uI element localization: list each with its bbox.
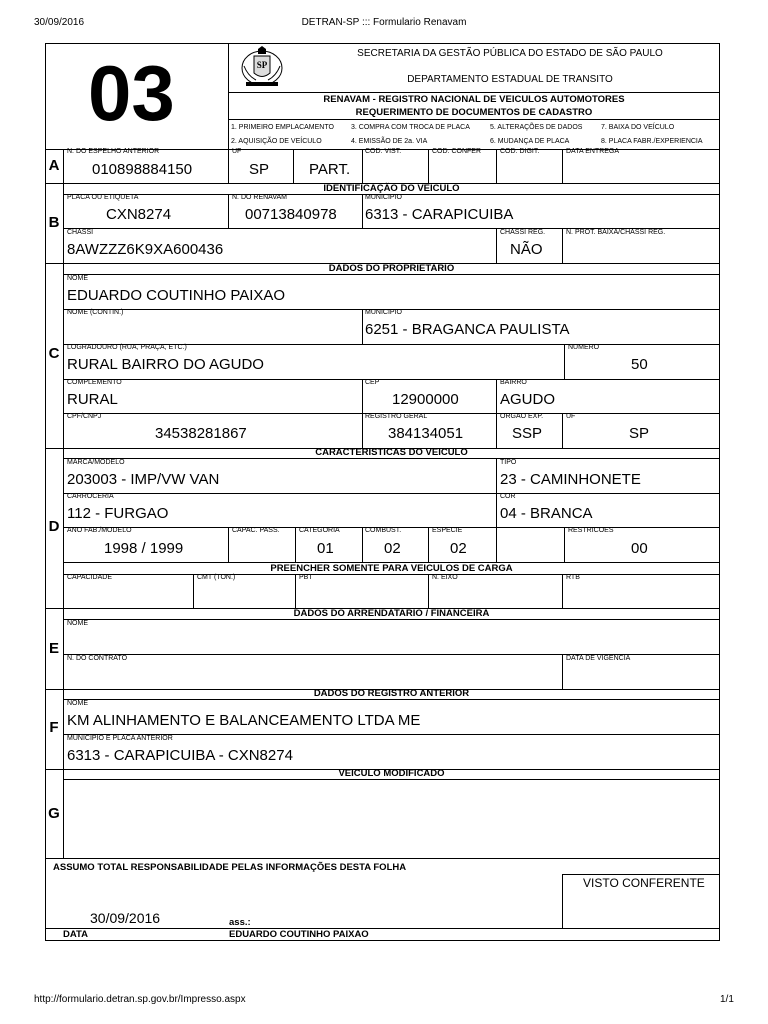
section-g-heading: VEICULO MODIFICADO [338,768,445,779]
cor-value: 04 - BRANCA [500,505,593,522]
cod-confer-label: COD. CONFER [432,148,481,155]
municipio-value-b: 6313 - CARAPICUIBA [365,206,514,223]
cpf-value: 34538281867 [155,425,247,442]
rtb-label: RTB [566,574,580,581]
uf-value-a: SP [249,161,270,178]
ano-label: ANO FAB./MODELO [67,527,132,534]
marca-label: MARCA/MODELO [67,459,125,466]
numero-value: 50 [631,356,648,373]
marca-value: 203003 - IMP/VW VAN [67,471,220,488]
option-5: 5. ALTERAÇÕES DE DADOS [490,124,583,131]
contrato-label: N. DO CONTRATO [67,655,128,662]
nome-label-c: NOME [67,275,88,282]
row-letter-g: G [48,805,60,822]
numero-label: NUMERO [568,344,600,351]
section-f-heading: DADOS DO REGISTRO ANTERIOR [313,688,470,699]
signer-name: EDUARDO COUTINHO PAIXAO [229,929,369,940]
cmt-label: CMT (TON.) [197,574,236,581]
org-secretaria: SECRETARIA DA GESTÃO PÚBLICA DO ESTADO DE SÃO PAULO [357,48,663,59]
uf-label-c: UF [566,413,576,420]
espelho-label: N. DO ESPELHO ANTERIOR [67,148,160,155]
categoria-value: 01 [317,540,334,557]
complemento-value: RURAL [67,391,118,408]
row-letter-b: B [48,214,60,231]
vigencia-label: DATA DE VIGENCIA [566,655,631,662]
option-2: 2. AQUISIÇÃO DE VEÍCULO [231,138,322,145]
logradouro-value: RURAL BAIRRO DO AGUDO [67,356,264,373]
section-e-heading: DADOS DO ARRENDATARIO / FINANCEIRA [293,608,490,619]
declaration-text: ASSUMO TOTAL RESPONSABILIDADE PELAS INFORMAÇÕES DESTA FOLHA [53,862,407,873]
cod-digit-label: COD. DIGIT. [500,148,540,155]
option-7: 7. BAIXA DO VEÍCULO [601,124,675,131]
combust-value: 02 [384,540,401,557]
capac-label: CAPAC. PASS. [232,527,280,534]
cep-label: CEP [365,379,380,386]
row-letter-e: E [48,640,59,657]
row-letter-a: A [48,157,60,174]
visto-conferente: VISTO CONFERENTE [583,876,705,890]
orgao-label: ORGAO EXP. [500,413,544,420]
chassi-label: CHASSI [67,229,94,236]
categoria-label: CATEGORIA [299,527,340,534]
row-letter-d: D [48,518,60,535]
combust-label: COMBUST. [365,527,402,534]
print-page: 1/1 [720,994,734,1005]
option-1: 1. PRIMEIRO EMPLACAMENTO [231,124,334,131]
municipio-label-c: MUNICIPIO [365,309,402,316]
row-letter-f: F [49,719,59,736]
option-6: 6. MUDANÇA DE PLACA [490,138,570,145]
uf-label-a: UF [232,148,242,155]
especie-label: ESPECIE [432,527,463,534]
form-title-renavam: RENAVAM - REGISTRO NACIONAL DE VEICULOS AUTOMOTORES [323,94,625,105]
ano-value: 1998 / 1999 [104,540,184,557]
prot-label: N. PROT. BAIXA/CHASSI REG. [566,229,666,236]
data-entrega-label: DATA ENTREGA [566,148,620,155]
print-title: DETRAN-SP ::: Formulario Renavam [301,17,467,28]
especie-value: 02 [450,540,467,557]
chassi-value: 8AWZZZ6K9XA600436 [67,241,224,258]
logradouro-label: LOGRADOURO (RUA, PRAÇA, ETC.) [67,344,187,351]
tipo-label: TIPO [500,459,517,466]
municipio-value-c: 6251 - BRAGANCA PAULISTA [365,321,570,338]
eixo-label: N. EIXO [432,574,458,581]
rg-label: REGISTRO GERAL [365,413,428,420]
nome-value-c: EDUARDO COUTINHO PAIXAO [67,287,286,304]
row-letter-c: C [48,345,60,362]
form-number: 03 [88,49,175,137]
renavam-value: 00713840978 [245,206,337,223]
restricoes-label: RESTRICOES [568,527,614,534]
cep-value: 12900000 [392,391,459,408]
nome-value-f: KM ALINHAMENTO E BALANCEAMENTO LTDA ME [67,712,421,729]
org-detran: DEPARTAMENTO ESTADUAL DE TRANSITO [407,74,613,85]
espelho-value: 010898884150 [92,161,193,178]
option-8: 8. PLACA FABR./EXPERIENCIA [601,138,703,145]
bairro-label: BAIRRO [500,379,527,386]
form-title-requerimento: REQUERIMENTO DE DOCUMENTOS DE CADASTRO [355,107,593,118]
bairro-value: AGUDO [500,391,556,408]
section-b-heading: IDENTIFICAÇÃO DO VEICULO [323,183,460,194]
nome-cont-label: NOME (CONTIN.) [67,309,124,316]
municipio-label-f: MUNICIPIO E PLACA ANTERIOR [67,735,173,742]
rg-value: 384134051 [388,425,464,442]
tipo-value: 23 - CAMINHONETE [500,471,641,488]
nome-label-f: NOME [67,700,88,707]
tipo-value-a: PART. [309,161,351,178]
ass-label: ass.: [229,917,251,928]
cor-label: COR [500,493,516,500]
section-c-heading: DADOS DO PROPRIETARIO [328,263,455,274]
print-date: 30/09/2016 [34,17,85,28]
option-3: 3. COMPRA COM TROCA DE PLACA [351,124,470,131]
option-4: 4. EMISSÃO DE 2a. VIA [351,138,428,145]
placa-value: CXN8274 [106,206,172,223]
carga-heading: PREENCHER SOMENTE PARA VEICULOS DE CARGA [270,563,513,574]
cpf-label: CPF/CNPJ [67,413,102,420]
carroceria-value: 112 - FURGAO [67,505,169,522]
cod-vist-label: COD. VIST. [365,148,402,155]
complemento-label: COMPLEMENTO [67,379,122,386]
chassi-reg-label: CHASSI REG. [500,229,546,236]
pbt-label: PBT [299,574,313,581]
signature-date: 30/09/2016 [90,910,161,926]
section-d-heading: CARACTERISTICAS DO VEICULO [315,447,468,458]
state-seal [240,46,284,88]
svg-text:SP: SP [256,60,268,70]
date-label: DATA [63,929,88,940]
municipio-value-f: 6313 - CARAPICUIBA - CXN8274 [67,747,293,764]
renavam-label: N. DO RENAVAM [232,194,287,201]
nome-label-e: NOME [67,620,88,627]
placa-label: PLACA OU ETIQUETA [67,194,139,201]
orgao-value: SSP [512,425,543,442]
carroceria-label: CARROCERIA [67,493,114,500]
chassi-reg-value: NÃO [510,241,543,258]
uf-value-c: SP [629,425,650,442]
restricoes-value: 00 [631,540,648,557]
capacidade-label: CAPACIDADE [67,574,112,581]
print-url[interactable]: http://formulario.detran.sp.gov.br/Impresso.aspx [34,994,246,1005]
municipio-label-b: MUNICIPIO [365,194,402,201]
